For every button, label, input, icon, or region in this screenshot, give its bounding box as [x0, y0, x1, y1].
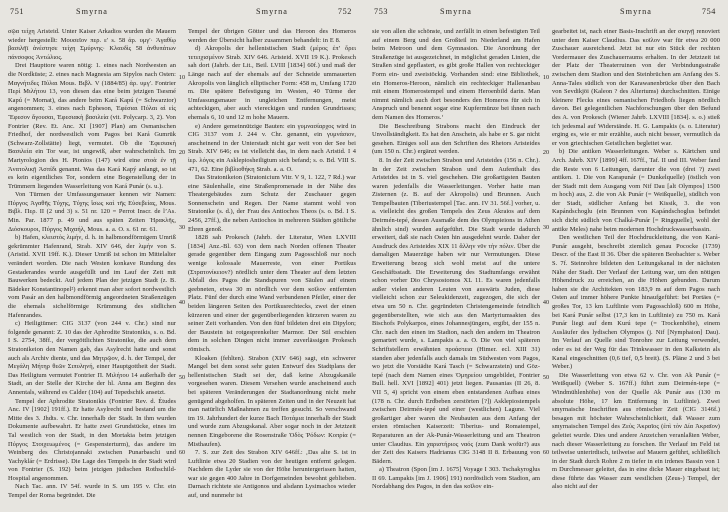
column-number: 751: [10, 7, 25, 16]
paragraph: gearbeitet ist, nach einer Basis-Inschrift an der σκηνῇ renoviert unter dem Kaiser Claudius. Das κοῖλον war für etwa 20 000 Zuschauer ausreichend. Jetzt ist nur ein Stück der rechten Vordermauer des Zuschauerraums erhalten. In der Jetztzeit ist der Platz der Theaterruinen von der Verbindungsstraße zwischen dem Stadion und den Steinbrüchen am Anfang des S. Anna-Tales südlich von der Karawanenbrücke über den Bach von Sevdikjöi (Kaleon ? des Altertums) durchschnitten. Einige kleinere Flecks eines osmanischen Friedhofs liegen nördlich davon. Bei gelegentlichen Nachforschungen über den Befund des A. von Prokesch (Wiener Jahrb. LXVIII [1834]. s. o.) stieß ich jedesmal auf Widerstände. H. G. Lampakis (s. o. Literatur) erging es, wie er mir erzählte, auch nicht besser, vermutlich da er von griechischen Geistlichen begleitet war.: [552, 28, 720, 147]
paragraph: Nach Tac. ann. IV 54f. wurde in S. um 195 v. Chr. ein Tempel der Roma begründet. Die: [8, 483, 176, 500]
column-number: 753: [374, 7, 389, 16]
paragraph: Tempel der übrigen Götter und das Heroon des Homeros werden der Übersicht halber zusammen behandelt: in E 8.: [188, 28, 356, 44]
running-title: Smyrna: [255, 7, 289, 16]
paragraph: 7. S. zur Zeit des Strabon XIV 646ff.: ‚Das alte S. ist in Luftlinie etwa 20 Stadien von der heutigen entfernt gelegen. Nachdem die Lyder sie von der Höhe heruntergerissen hatten, war sie gegen 400 Jahre in Dorfgemeinden bewohnt geblieben. Darnach richtete sie Antigonos und alsdann Lysimachos wieder auf, und nunmehr ist: [188, 449, 356, 500]
page-header: [364, 7, 728, 19]
column-line-number: 20: [542, 149, 550, 156]
text-column: [372, 28, 540, 506]
running-title: Smyrna: [75, 7, 109, 16]
running-title: Smyrna: [619, 7, 653, 16]
paragraph: a) Theatron (Spon [im J. 1675] Voyage I 303. Tschakyroglus II 69. Lampakis [im J. 1906] 191) nordöstlich vom Stadion, am Nordabhang des Pagos, in den das κοῖλον ein-: [372, 466, 540, 491]
text-column: [552, 28, 720, 506]
paragraph: 1828 sah Prokesch (Jahrb. der Literatur, Wien LXVIII [1834] Anz.-Bl. 63) von dem nach Norden offenen Theater gerade gegenüber dem Eingang zum Pagosschloß nur noch wenige kolossale Mauerreste, von einer Portikus (Στρατονίκειον?) nördlich unter dem Theater auf dem letzten Abfall des Pagos die Standspuren von Säulen auf einem geebneten, etwa 30 m nördlich vor dem κοῖλον entfernten Platz. Fünf der durch eine Wand verbundenen Pfeiler, einer der beiden längeren Seiten des Portikusrechtecks, zwei der einen kürzeren und einer der gegenüberliegenden kürzeren waren zu seiner Zeit vorhanden. Von den fünf bildeten drei ein Dipylon; der Baustein ist rotgesprenkelter Marmor. Der Stil erschien dem in solchen Dingen nicht immer zuverlässigen Prokesch römisch.: [188, 234, 356, 353]
page-body: [364, 28, 728, 508]
paragraph: d) Akropolis der hellenistischen Stadt (μέρος ἐπ’ ὄρει τετειχισμένον Strab. XIV 646. Aristeid. XVII 19 K.). Prokesch sah dort (Jahrb. der Lit., Beil. LVIII [1834] 60f.) und maß der Länge nach auf der ehemals auf der Schneide ummauerten Akropolis von länglich elliptischer Form: 458 m, Umfang 1720 m. Die spätere Befestigung im Westen, 40 Türme der Umfassungsmauer in ungleichen Entfernungen, meist achteckigen, aber auch viereckigen und runden Grundrisses; ehemals 6, 10 und 12 m hohe Mauern.: [188, 45, 356, 121]
column-number: 752: [337, 7, 352, 16]
text-column: [188, 28, 356, 506]
paragraph: Drei Haupttore waren nötig: 1. eines nach Nordwesten an die Nordküste; 2. eines nach Magnesia am Sipylos nach Osten: Μαγνήτιδες Πύλαι Mous. Βιβλ. V (1884/85) ἀρ. υμγ′. Fontrier Περὶ Μιλήτου 13, von diesen das eine beim jetzigen Tsesmé Kapú (= Mornat), das andere beim Kará Kapú (= Schwarztor) angenommen; 3. eines nach Epheson, Ἐφέσιαι Πύλαι αἱ εἰς Ἔφεσον ἄγουσαι, Ἐφεσιακὴ βασιλεία (vit. Polycarp. 3, 2). Von Fontrier (Rev. Et. Anc. XI [1907] Plan) am Osmanischen Friedhof, der nordwestlich vom Pagos bei Kará Gumrük (Schwarz-Zollstätte) liegt, vermutet. Ob die Ἐφεσιακὴ Βασιλεία ein Tor war, ist ungewiß, aber wahrscheinlich. Im Martyrologion des H. Pionios (147) wird eine στοὰ ἐν τῇ Ἀνατολικῇ Ἀσπίδι genannt. Was das Kará Kapý anlangt, so ist es kein eigentliches Tor, sondern eine Bogenstellung der in Trümmern liegenden Wasserleitung von Kará Punár (s. u.).: [8, 62, 176, 190]
paragraph: Kloaken (fehlten). Strabon (XIV 646) sagt, ein schwerer Mangel bei dem sonst sehr guten Entwurf des Stadtplans der hellenistischen Stadt sei der, daß keine Abzugskanäle vorgesehen waren. Diesem Versehen wurde anscheinend auch bei späteren Veränderungen der Stadtanordnung nicht mehr genügend abgeholfen. In späteren Zeiten und in der Neuzeit hat man natürlich Maßnahmen zu treffen gesucht. So verschwand im 19. Jahrhundert der kurze Bach Ποτάμια innerhalb der Stadt und wurde zum Abzugskanal. Aber sogar noch in der Jetztzeit nennen Eingeborene die Rosenstraße Ὁδὸς Ῥόδων: Κοπρία (= Misthaufen).: [188, 354, 356, 448]
paragraph: Das Stratonikeion (Stratonicium Vitr. V 9, 1. 122, 7 Rd.) war eine Säulenhalle, eine Straßenpromenade in der Nähe des Theatergebäudes zum Schutz der Zuschauer gegen Sonnenschein und Regen. Der Name stammt wohl von Stratonike (s. d.), der Frau des Antiochos Theos (s. o. Bd. I S. 2456, 27ff.), die neben Antiochos in mehreren Städten göttliche Ehren genoß.: [188, 174, 356, 233]
paragraph: b) Die antiken Wasserleitungen. Weber s. Kärtchen und Arch. Jahrb. XIV [1899] 4ff. 167ff., Taf. II und III. Weber fand die Reste von 6 Leitungen, darunter die von (drei ?) zwei antiken. 1. Die von Karapunár (= Dunkelquelle) (östlich von der Stadt mit dem Ausgang vom Nif Dau [alt Olympos] 1500 m hoch) aus, 2. die von Ak Punár (= Weißquelle), südlich von der Stadt, südlicher Anfang bei Kissik, 3. die von Kapándschoglu (ein Brunnen von Kapándschoglus befindet sich dicht südlich von Chalká-Punár [= Ringquelle], wohl der antike Meles) nahe beim modernen Hochdruckwasserbassin.: [552, 148, 720, 233]
column-number: 754: [701, 7, 716, 16]
column-line-number: 50: [542, 374, 550, 381]
column-line-number: 40: [542, 299, 550, 306]
paragraph: sie von allen die schönste, und zerfällt in einen befestigten Teil auf einem Berg und den Großteil im Niederland am Hafen beim Metroon und dem Gymnasion. Die Anordnung der Straßenzüge ist ausgezeichnet, in möglichst geraden Linien, die Straßen sind gepflastert, es gibt große Hallen von rechteckiger Form ein- und zweistöckig. Vorhanden sind: eine Bibliothek, ein Homeros-Heroon, nämlich ein rechteckiger Hallenanbau mit einem Homerostempel und einem Heroenbild darin. Man nimmt nämlich auch dort besonders den Homeros für sich in Anspruch und benennt sogar eine Kupfermünze bei ihnen nach dem Namen des Homeros.‘: [372, 28, 540, 121]
page-right: [364, 0, 728, 512]
gutter-line-numbers: [176, 28, 188, 506]
column-line-number: 30: [542, 224, 550, 231]
column-line-number: 20: [178, 149, 186, 156]
column-line-number: 10: [542, 74, 550, 81]
running-title: Smyrna: [439, 7, 473, 16]
paragraph: e) Andere gemeinnützige Bauten: ein γυμνασίαρχος wird in CIG 3137 vom J. 244 v. Chr. genannt, ein γυμνάσιον, anscheinend in der Unterstadt nicht gar weit von der See bei Strab. XIV 646; es ist vielleicht das, in dem nach Aristid. I 4 ἱερ. λόγος ein Asklepiosheiligtum sich befand; s. o. Bd. VIII S. 471, 62. Eine βιβλιοθήκη Strab. a. a. O.: [188, 122, 356, 173]
paragraph: b) Hafen, κλειστὸς λιμήν, d. h. in halbmondförmigem Umriß gekrümmter Hafenrand, Strab. XIV 646, der λιμήν von S. (Aristid. XVII 19ff. K.). Dieser Umriß ist schon im Mittelalter verändert worden. Die nach Westen konkave Rundung des Gestaderandes wurde ausgefüllt und im Lauf der Zeit mit Bauwerken bedeckt. Auf jedem Plan der jetzigen Stadt (z. B. Bädeker Konstantinopel²) erkennt man aber sofort nordwestlich vom Pasár an den halbmondförmig angeordneten Straßenzügen die ehemals sichelförmige Krümmung des südlichen Hafenrandes.: [8, 234, 176, 319]
paragraph: Die Wasserleitung von etwa 62 v. Chr. von Ak Punár (= Weißquell) (Weber S. 167ff.) führt zum Deirmén-tepe (= Windmühlenhöhe) von der Quelle Ak Punár aus (130 m absolute Höhe, 17 km Entfernung in Luftlinie). Zwei smyrnaische Inschriften aus römischer Zeit (CIG 3146f.) besagen mit höchster Wahrscheinlichkeit, daß Wasser zum smyrnaischen Tempel des Ζεὺς Ἀκραῖος (ἐπὶ τὸν Δία Ἀκραῖον) geleitet wurde. Dies und andere Anzeichen veranlaßten Weber, nach dieser Wasserleitung zu forschen. Ihr Verlauf im Feld ist teilweise unterirdisch, teilweise auf Mauern geführt, schließlich in der Stadt durch Rohre 2 m tiefer in ein irdenes Bassin von 1 m Durchmesser geleitet, das in eine dicke Mauer eingebaut ist; diese führte das Wasser zum westlichen (Zeus-) Tempel, der also nicht auf der: [552, 371, 720, 491]
column-line-number: 50: [178, 374, 186, 381]
gutter-line-numbers: [540, 28, 552, 506]
column-line-number: 60: [542, 449, 550, 456]
paragraph: Den westlichen Teil der Hochdruckleitung, die von Kará-Punár ausgeht, beschreibt ziemlich genau Pococke (1739) Descr. of the East II 36. Über die späteren Beobachter s. Weber S. 7f. Steinrohre bildeten den Leitungskanal in der nächsten Nähe der Stadt. Der Verlauf der Leitung war, um den nötigen Höhendruck zu erreichen, an die Höhen gebunden. Darum haben sie die Architekten von 183,9 m auf dem Pagos nach Osten auf immer höhere Punkte hinaufgeführt: bei Portäes (= großes Tor, 13 km Luftlinie vom Pagosschloß) 600 m Höhe, bei Kará Punár selbst (17,3 km in Luftlinie) zu 750 m. Kará Punár liegt auf dem Kurú tepe (= Trockenhöhe), einem Ausläufer des lydischen Olympos (j. Nif [Nymphaion] Dau). Im Verlauf an Quelle sind Tonrohre zur Leitung verwendet, oder es ist der Weg für das Trinkwasser in den Kalkstein als Kanal eingeschnitten (0,6 tief, 0,5 breit). (S. Pläne 2 und 3 bei Weber.): [552, 234, 720, 371]
column-line-number: 10: [178, 74, 186, 81]
text-column: [8, 28, 176, 506]
paragraph: Tempel der Aphrodite Stratonikis (Fontrier Rev. d. Études Anc. IV [1902] 191ff.). Er hatte Asylrecht und bestand um die Mitte des 3. Jhdts. v. Chr. innerhalb der Stadt. In ihm wurden Dokumente aufbewahrt. Er hatte zwei Grundstücke, eines im Tal westlich von der Stadt, in den Mortakia beim jetzigen Πύργος Στοιχειωμένος (= Gespensterturm), das andere im Weinberg des Christojannaki zwischen Punarbaschi und Yachyklár (= Erdrisse). Die Lage des Tempels in der Stadt wird von Fontrier (S. 192) beim jetzigen jüdischen Rothschild-Hospital angenommen.: [8, 397, 176, 482]
paragraph: 8. In der Zeit zwischen Strabon und Aristeides (156 n. Chr.). In der Zeit zwischen Strabon und dem Aufenthalt des Aristeides ist in S. viel geschehen. Die großartigsten Bauten waren jedenfalls die Wasserleitungen. Vorher hatte man Zisternen (z. B. auf der Akropolis) und Brunnen. Auch Tempelbauten (Tiberiustempel [Tac. ann. IV 31. 56f.] vorher, u. a. vielleicht des großen Tempels des Zeus Akraios auf dem Deirmén-tepé, dessen Ausmaße dem des Olympieions in Athen ähnlich sind) wurden aufgeführt. Die Stadt wurde dadurch erweitert, daß sie nach Osten hin ausgedehnt wurde. Daher der Ausdruck des Aristeides XIX 11 ἄλλην νῦν τὴν πόλιν. Über die damaligen Mauerzüge haben wir nur Vermutungen. Diese Erweiterung bezog sich wohl meist auf die untere Geschäftsstadt. Die Erweiterung des Stadtumfangs erwähnt schon vorher Dio Chrysostomos XL 11. Es waren jedenfalls außer vielen anderen Leuten von auswärts Juden, diese vielleicht schon zur Seleukidenzeit, zugezogen, die sich der etwa um 50 n. Chr. gegründeten Christengemeinde feindlich gegenüberstellten, wie sich aus den Martyriumsakten des Bischofs Polykarpos, eines Johannesjüngers, ergibt, der 155 n. Chr. nach den einen im Stadion, nach den andern im Theatron gemartert wurde, s. Lampakis a. a. O. Die von viel späteren Schriftstellern erwähnten προάστεια (Himer. ecl. XIII 31) standen aber jedenfalls auch damals im Südwesten vom Pagos, wo jetzt die Vorstädte Kará Tasch (= Schwarzstein) und Göz-tepé (nach dem Namen eines Ὁμηρείου umgebildet, Fontrier Bull. hell. XVI [1892] 401) jetzt liegen. Pausanias (II 26, 8. VII 5, 4) spricht von einem eben entstandenen Aufbau eines (178 n. Chr. durch Erdbeben zerstörten [?]) Asklepiostempels zwischen Deirmén-tepé und einer (westlichen) Lagune. Viel großartiger aber waren die Neubauten aus dem Anfang der ersten römischen Kaiserzeit: Tiberius- und Romatempel, Reparaturen an der Ak-Punár-Wasserleitung und am Theatron unter Claudius. Ein χαριστήριος ναός (zum Dank wofür?) aus der Zeit des Kaisers Hadrianus CIG 3148 II 8. Erbauung von Bädern.: [372, 156, 540, 465]
column-line-number: 40: [178, 299, 186, 306]
column-line-number: 30: [178, 224, 186, 231]
page-header: [0, 7, 364, 19]
column-line-number: 60: [178, 449, 186, 456]
paragraph: Von Türmen der Umfassungsmauer kennen wir Namen: Πύργος Ἀγαθῆς Τύχης, Τύχης ἴσως καὶ τῆς Εὐσεβείας, Mous. Βιβλ. Περ. II (2 und 3) s. 51 nr. 120 = Perrot Inscr. de l’As. Min. Par. 1877 p. 49 und aus späten Zeiten Ἡρακλῆς, Διόσκουροι, Πύργος Μιχαήλ, Mous. a. a. O. s. 61 nr. 61.: [8, 191, 176, 233]
paragraph: σῷα τείχη Aristeid. Unter Kaiser Arkadios wurden die Mauern wieder hergestellt: Μουσεῖον περ. ε′ s. 58 ἀρ. υμγ′· Ἀγαθίῳ βασιλῆϊ ἀνέστησε τείχη Σμύρνης· Κλαυδὶς 58 ἀνθυπάτων πάνσοφος Ἀντώλιος.: [8, 28, 176, 61]
paragraph: c) Heiligtümer: CIG 3137 (von 244 v. Chr.) sind nur folgende genannt: Z. 10 das der Aphrodite Stratonikis, s. o. Bd. I S. 2754, 38ff., der vergöttlichten Stratonike, die auch dem Stratonikeion den Namen gab, das Asylrecht hatte und sonst auch als Archiv diente, und das Μητρῷον, d. h. der Tempel, der Μεγάλη Μήτηρ θεῶν Σιπυληνή, einer Hauptgottheit der Stadt. Das Heiligtum vermutet Fontrier Π. Μιλήτου 14 außerhalb der Stadt, an der Stelle der Kirche der hl. Anna am Beginn des Annentals, während es Calder (104) auf Tepedschik ansetzt.: [8, 320, 176, 396]
paragraph: Die Beschreibung Strabons macht den Eindruck der Unvollständigkeit. Es hat den Anschein, als habe er S. gar nicht gesehen. Einiges soll aus den Schriften des Rhetors Aristeides (um 150 n. Chr.) ergänzt werden.: [372, 122, 540, 156]
page-body: [0, 28, 364, 508]
